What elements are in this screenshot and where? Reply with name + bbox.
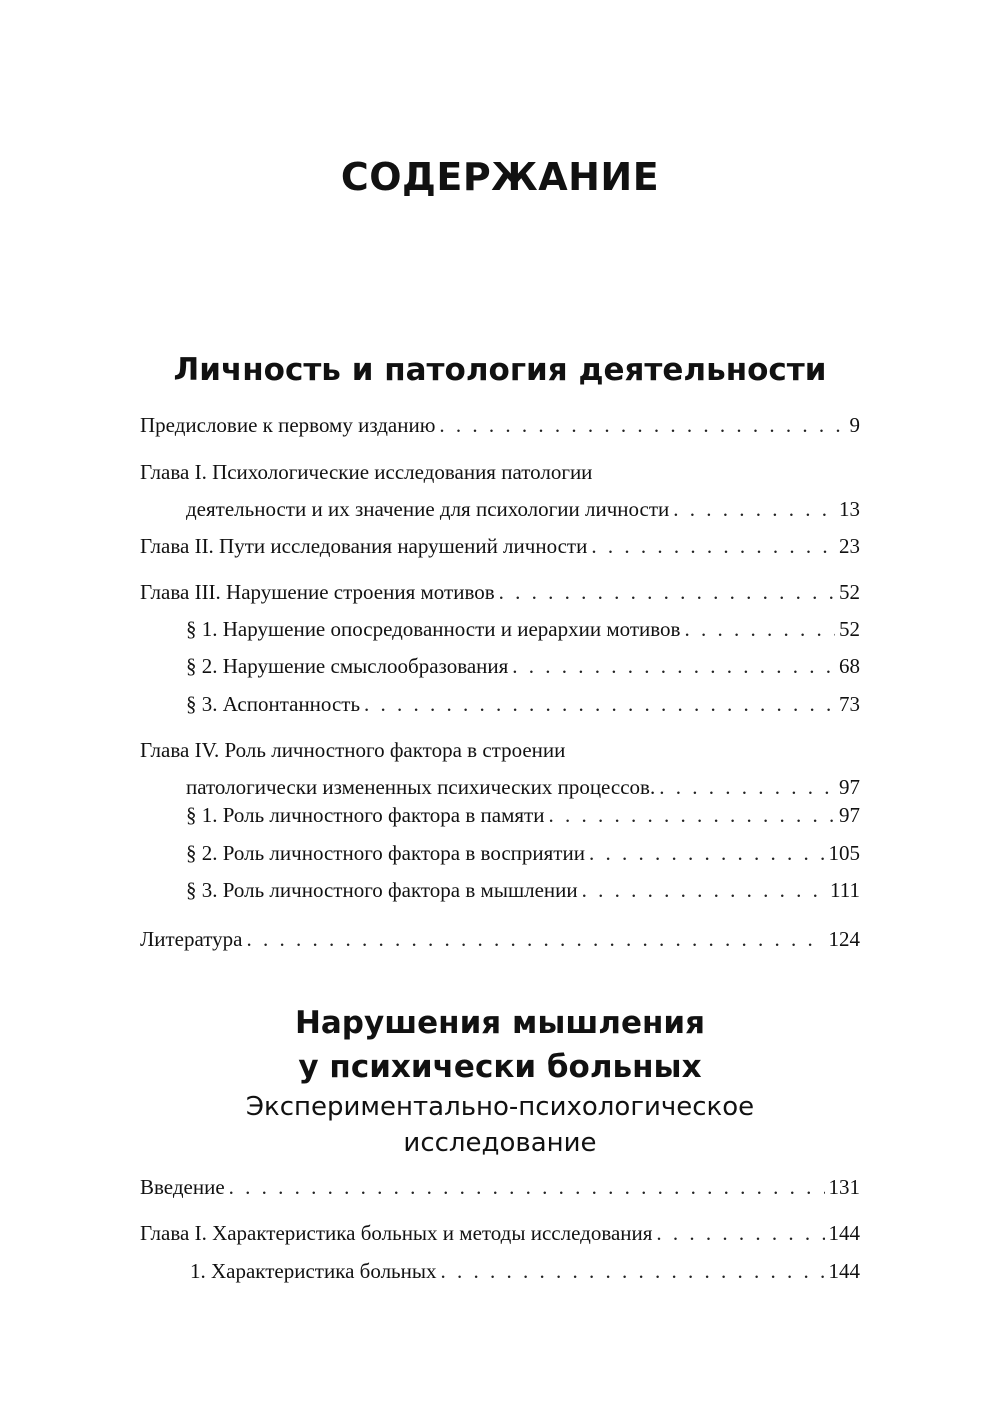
toc-entry-text: § 2. Роль личностного фактора в восприятии [186,841,585,865]
dot-leader [440,1253,824,1290]
toc-entry-text: Глава IV. Роль личностного фактора в строении [140,738,566,762]
toc-entry-preface[interactable] [140,407,860,444]
toc-entry-chapter-4[interactable] [140,732,860,806]
dot-leader [246,921,824,958]
toc-entry-text: § 2. Нарушение смыслообразования [186,654,509,678]
toc-entry-chapter-1[interactable] [140,454,860,528]
toc-entry-ch3-sec3[interactable] [140,686,860,723]
toc-page-number: 68 [839,654,860,678]
dot-leader [684,611,835,648]
toc-entry-text: Глава I. Характеристика больных и методы исследования [140,1221,653,1245]
dot-leader [673,491,835,528]
page-title: СОДЕРЖАНИЕ [340,155,660,199]
toc-entry-ch3-sec1[interactable] [140,611,860,648]
dot-leader [656,1215,824,1252]
toc-entry-text: Глава III. Нарушение строения мотивов [140,580,495,604]
toc-entry-chapter-2[interactable] [140,528,860,565]
dot-leader [499,574,835,611]
toc-entry-ch4-sec2[interactable] [140,835,860,872]
section-1-title: Личность и патология деятельности [173,352,827,388]
toc-page-number: 23 [839,534,860,558]
section-2-title-line-2: у психически больных [298,1049,702,1085]
toc-entry-text: § 3. Аспонтанность [186,692,361,716]
toc-page-number: 97 [839,775,860,799]
toc-page-number: 97 [839,803,860,827]
section-2-title-line-1: Нарушения мышления [294,1005,706,1041]
toc-entry-text: § 3. Роль личностного фактора в мышлении [186,878,578,902]
toc-entry-ch4-sec1[interactable] [140,797,860,834]
toc-page-number: 124 [828,927,860,951]
toc-page-number: 9 [849,413,860,437]
toc-page-number: 13 [839,497,860,521]
toc-entry-text: § 1. Нарушение опосредованности и иерархии мотивов [186,617,681,641]
dot-leader [364,686,835,723]
toc-entry-text: § 1. Роль личностного фактора в памяти [186,803,545,827]
toc-entry-literature[interactable] [140,921,860,958]
toc-entry-text: Предисловие к первому изданию [140,413,436,437]
toc-entry-text: Литература [140,927,243,951]
toc-entry-s2-chapter-1[interactable] [140,1215,860,1252]
dot-leader [229,1169,825,1206]
toc-page-number: 105 [828,841,860,865]
dot-leader [591,528,835,565]
toc-entry-ch4-sec3[interactable] [140,872,860,909]
toc-page-number: 144 [828,1221,860,1245]
toc-entry-text: патологически измененных психических процессов. [186,775,656,799]
dot-leader [512,648,835,685]
toc-entry-ch3-sec2[interactable] [140,648,860,685]
toc-entry-s2-ch1-sec1[interactable] [140,1253,860,1290]
toc-page-number: 144 [828,1259,860,1283]
toc-entry-introduction[interactable] [140,1169,860,1206]
section-2-subtitle-line-1: Экспериментально-психологическое [245,1092,755,1122]
toc-page-number: 131 [828,1175,860,1199]
dot-leader [582,872,826,909]
dot-leader [589,835,825,872]
toc-page-number: 111 [830,878,860,902]
toc-entry-text: Глава II. Пути исследования нарушений личности [140,534,588,558]
dot-leader [548,797,835,834]
toc-entry-text: Глава I. Психологические исследования патологии [140,460,593,484]
toc-entry-text: Введение [140,1175,225,1199]
toc-page-number: 52 [839,580,860,604]
toc-page-number: 52 [839,617,860,641]
dot-leader [439,407,845,444]
toc-entry-chapter-3[interactable] [140,574,860,611]
toc-page-number: 73 [839,692,860,716]
toc-entry-text: 1. Характеристика больных [190,1259,437,1283]
section-2-subtitle-line-2: исследование [403,1128,597,1158]
toc-entry-text: деятельности и их значение для психологии личности [186,497,670,521]
